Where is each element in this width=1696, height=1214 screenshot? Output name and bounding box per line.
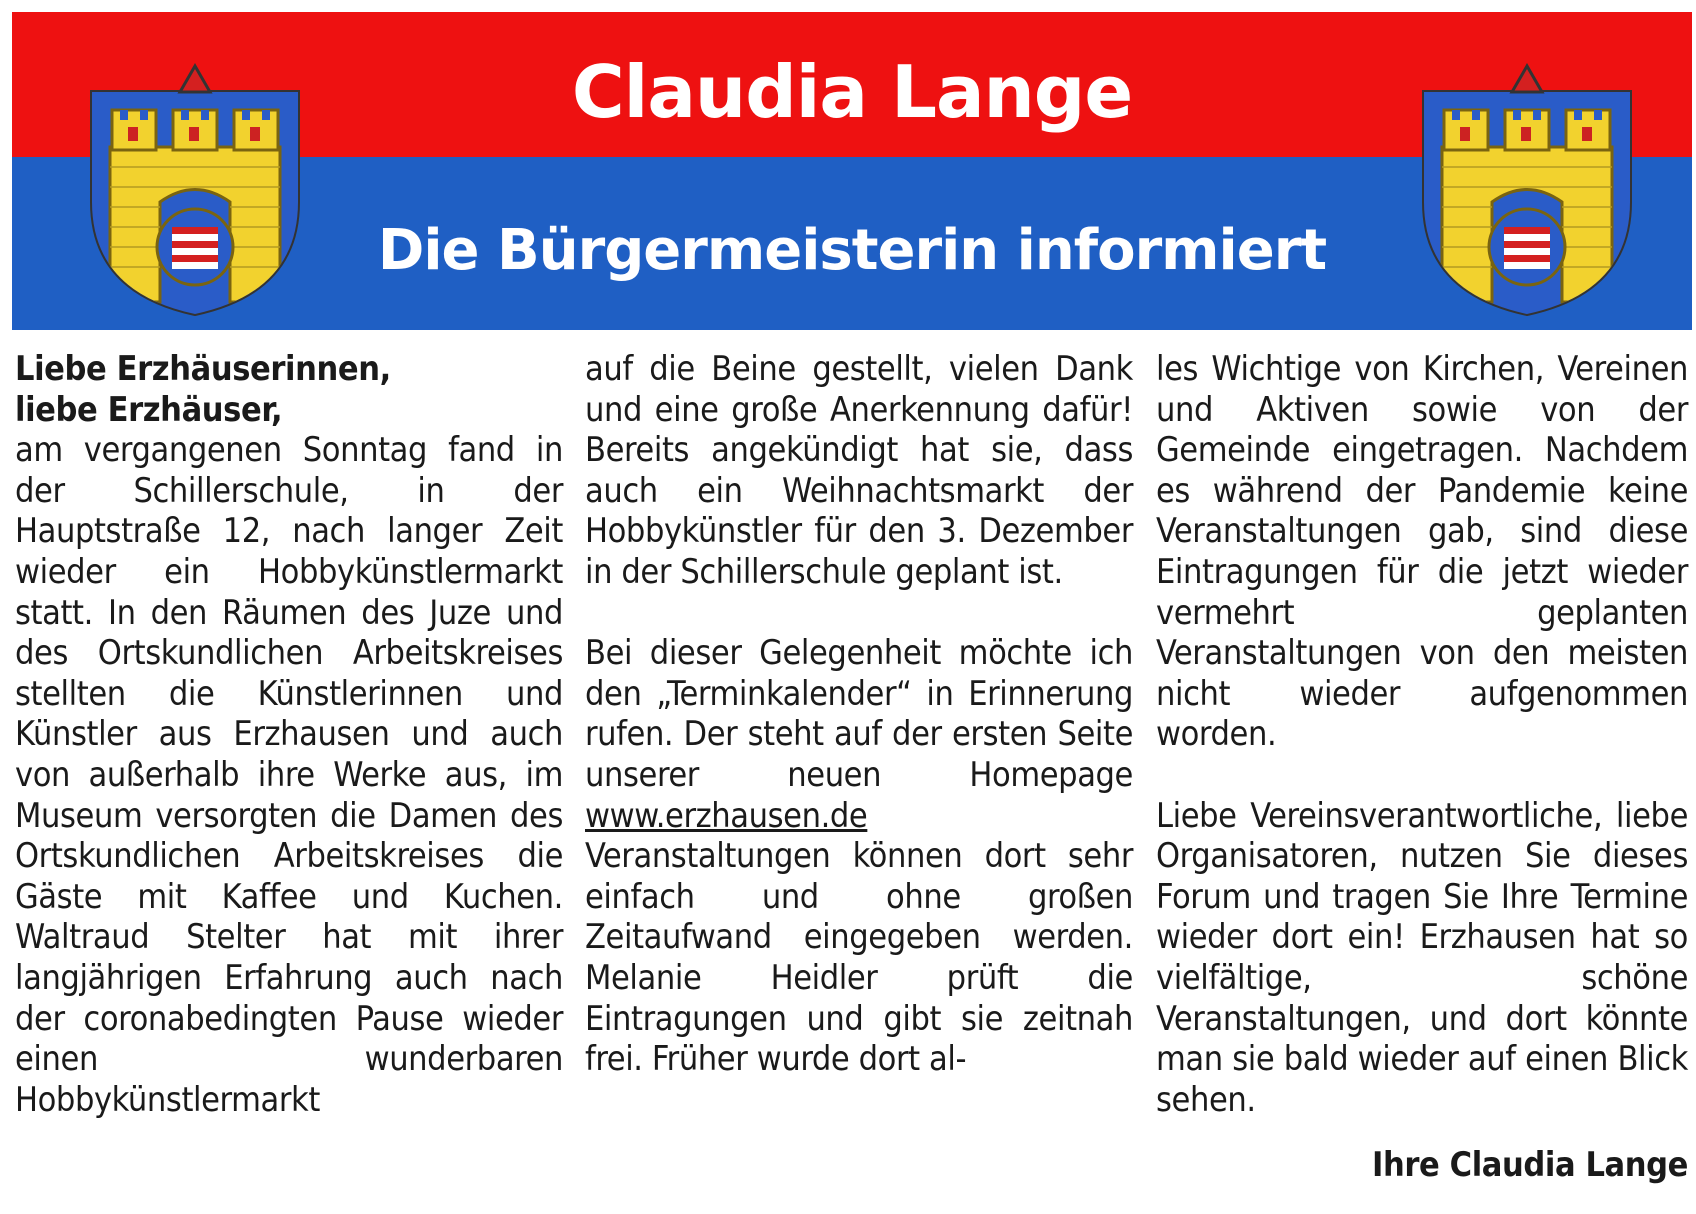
homepage-link[interactable]: www.erzhausen.de (585, 795, 868, 836)
page-title: Claudia Lange (571, 50, 1133, 134)
column-2-paragraph-2 (585, 633, 1133, 836)
article-column-3 (1156, 349, 1688, 1120)
column-2-paragraph-2-text: Bei dieser Gelegenheit möchte ich den „Terminkalender“ in Erinnerung rufen. Der steht auf der ersten Seite unserer neuen Homepage (585, 633, 1133, 795)
signature: Ihre Claudia Lange (1372, 1145, 1688, 1185)
article-column-1 (15, 349, 563, 1120)
column-2-paragraph-3: Veranstaltungen können dort sehr einfach und ohne großen Zeitaufwand eingegeben werden. Melanie Heidler prüft die Eintragungen und gibt sie zeitnah frei. Früher wurde dort al- (585, 836, 1133, 1080)
column-1-paragraph: am vergangenen Sonntag fand in der Schillerschule, in der Hauptstraße 12, nach langer Zeit wieder ein Hobbykünstlermarkt statt. In den Räumen des Juze und des Ortskundlichen Arbeitskreises stellten die Künstlerinnen und Künstler aus Erzhausen und auch von außerhalb ihre Werke aus, im Museum versorgten die Damen des Ortskundlichen Arbeitskreises die Gäste mit Kaffee und Kuchen. Waltraud Stelter hat mit ihrer langjährigen Erfahrung auch nach der coronabedingten Pause wieder einen wunderbaren Hobbykünstlermarkt (15, 430, 563, 1120)
greeting-line-2: liebe Erzhäuser, (15, 389, 283, 430)
header-banner (12, 12, 1692, 330)
page-subtitle: Die Bürgermeisterin informiert (377, 218, 1327, 283)
column-2-paragraph-1: auf die Beine gestellt, vielen Dank und eine große Anerkennung dafür! Bereits angekündigt hat sie, dass auch ein Weihnachtsmarkt der Hobbykünstler für den 3. Dezember in der Schillerschule geplant ist. (585, 349, 1133, 592)
greeting-line-1: Liebe Erzhäuserinnen, (15, 349, 391, 389)
column-3-paragraph-1: les Wichtige von Kirchen, Vereinen und Aktiven sowie von der Gemeinde eingetragen. Nachdem es während der Pandemie keine Veranstaltungen gab, sind diese Eintragungen für die jetzt wieder vermehrt geplanten Veranstaltungen von den meisten nicht wieder aufgenommen worden. (1156, 349, 1688, 755)
column-3-paragraph-2: Liebe Vereinsverantwortliche, liebe Organisatoren, nutzen Sie dieses Forum und tragen Sie Ihre Termine wieder dort ein! Erzhausen hat so vielfältige, schöne Veranstaltungen, und dort könnte man sie bald wieder auf einen Blick sehen. (1156, 795, 1688, 1120)
article-column-2 (585, 349, 1133, 1080)
